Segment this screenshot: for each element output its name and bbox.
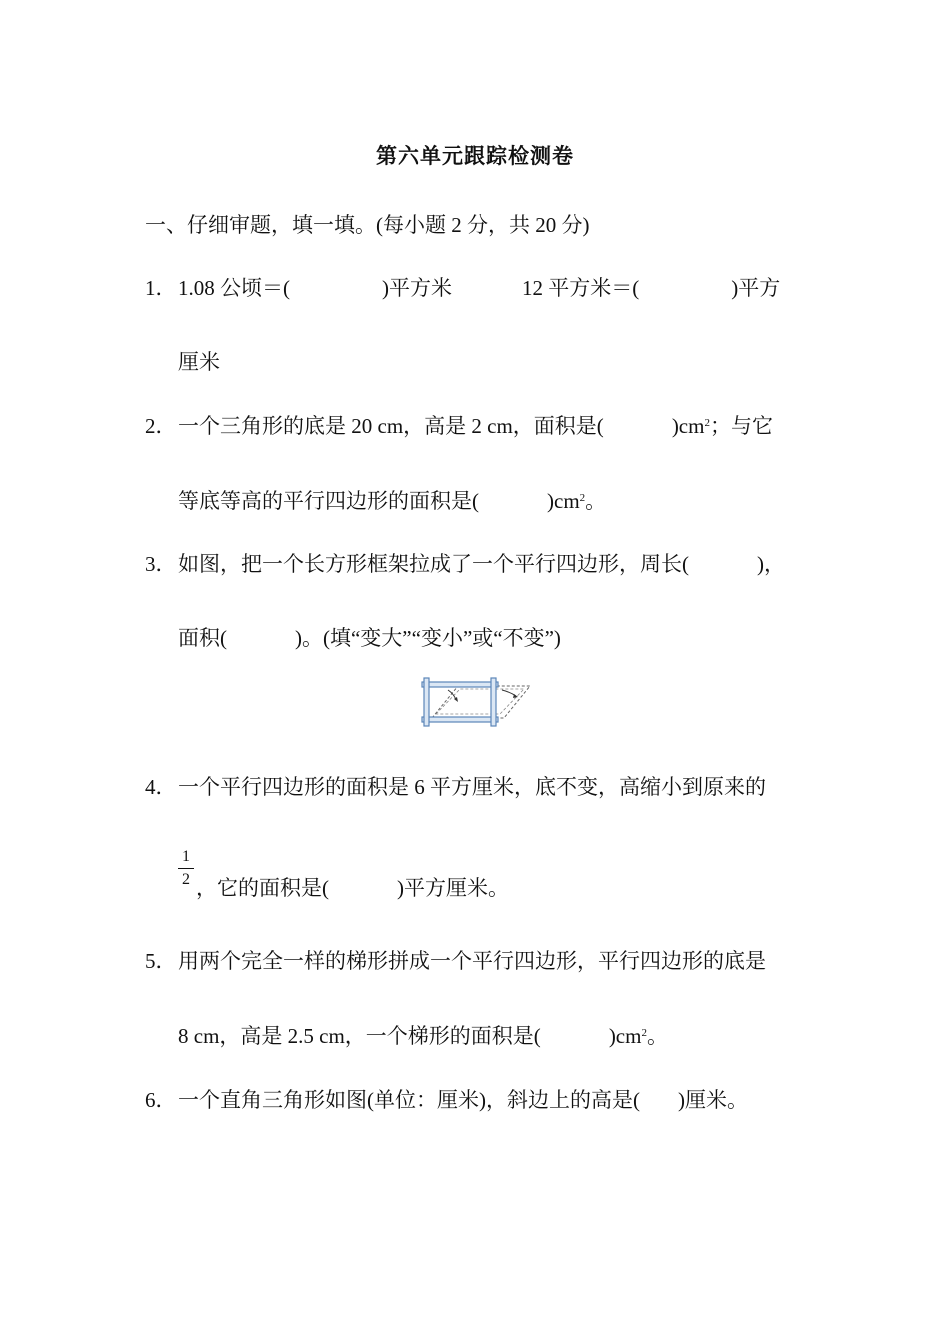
question-text: )厘米。	[677, 1088, 748, 1112]
question-3-cont	[178, 623, 561, 653]
frame-top-bar	[422, 682, 498, 687]
question-text: 一个平行四边形的面积是 6 平方厘米，底不变，高缩小到原来的	[178, 775, 766, 799]
question-text: 1.08 公顷＝(	[178, 276, 290, 300]
parallelogram-outline	[432, 686, 530, 718]
question-text: )，	[757, 552, 785, 576]
unit-text: )cm	[547, 489, 580, 513]
question-text: )平方	[731, 276, 781, 300]
unit-text: )cm	[671, 414, 705, 438]
fraction-one-half	[178, 848, 194, 889]
superscript: 2	[641, 1027, 647, 1039]
question-number: 4．	[145, 775, 177, 799]
fraction-denominator: 2	[182, 871, 190, 888]
frame-right-bar	[491, 678, 496, 726]
question-text: 一个直角三角形如图(单位：厘米)，斜边上的高是(	[178, 1088, 640, 1112]
question-number: 3．	[145, 552, 177, 576]
question-text: 用两个完全一样的梯形拼成一个平行四边形，平行四边形的底是	[178, 949, 766, 973]
question-text: )。(填“变大”“变小”或“不变”)	[295, 626, 561, 650]
question-1	[145, 273, 780, 303]
question-text: 等底等高的平行四边形的面积是(	[178, 489, 479, 513]
question-text: )平方米	[382, 276, 452, 300]
question-text: ；与它	[709, 414, 773, 438]
question-4	[145, 772, 766, 802]
unit-text: )cm	[608, 1024, 642, 1048]
frame-figure	[418, 676, 534, 728]
page-title: 第六单元跟踪检测卷	[376, 144, 574, 168]
question-2	[145, 411, 773, 441]
question-number: 1．	[145, 276, 177, 300]
question-5	[145, 946, 766, 976]
question-5-cont	[178, 1021, 668, 1051]
question-number: 2．	[145, 414, 177, 438]
superscript: 2	[579, 492, 586, 504]
question-text: )平方厘米。	[397, 876, 509, 900]
question-text: 12 平方米＝(	[522, 276, 640, 300]
question-2-cont	[178, 486, 606, 516]
question-text: 8 cm，高是 2.5 cm，一个梯形的面积是(	[178, 1024, 541, 1048]
question-text: 。	[585, 489, 607, 513]
question-3	[145, 549, 785, 579]
question-6	[145, 1085, 748, 1115]
question-4-cont	[196, 873, 509, 903]
question-text: 如图，把一个长方形框架拉成了一个平行四边形，周长(	[178, 552, 689, 576]
fraction-numerator: 1	[182, 848, 190, 865]
question-text: 一个三角形的底是 20 cm，高是 2 cm，面积是(	[178, 414, 604, 438]
question-text: 。	[646, 1024, 668, 1048]
question-text: ，它的面积是(	[196, 876, 329, 900]
question-number: 6．	[145, 1088, 177, 1112]
question-1-cont: 厘米	[178, 350, 220, 374]
question-text: 面积(	[178, 626, 227, 650]
frame-bottom-bar	[422, 717, 498, 722]
section-heading: 一、仔细审题，填一填。(每小题 2 分，共 20 分)	[145, 213, 590, 237]
superscript: 2	[704, 417, 710, 429]
frame-left-bar	[424, 678, 429, 726]
question-number: 5．	[145, 949, 177, 973]
